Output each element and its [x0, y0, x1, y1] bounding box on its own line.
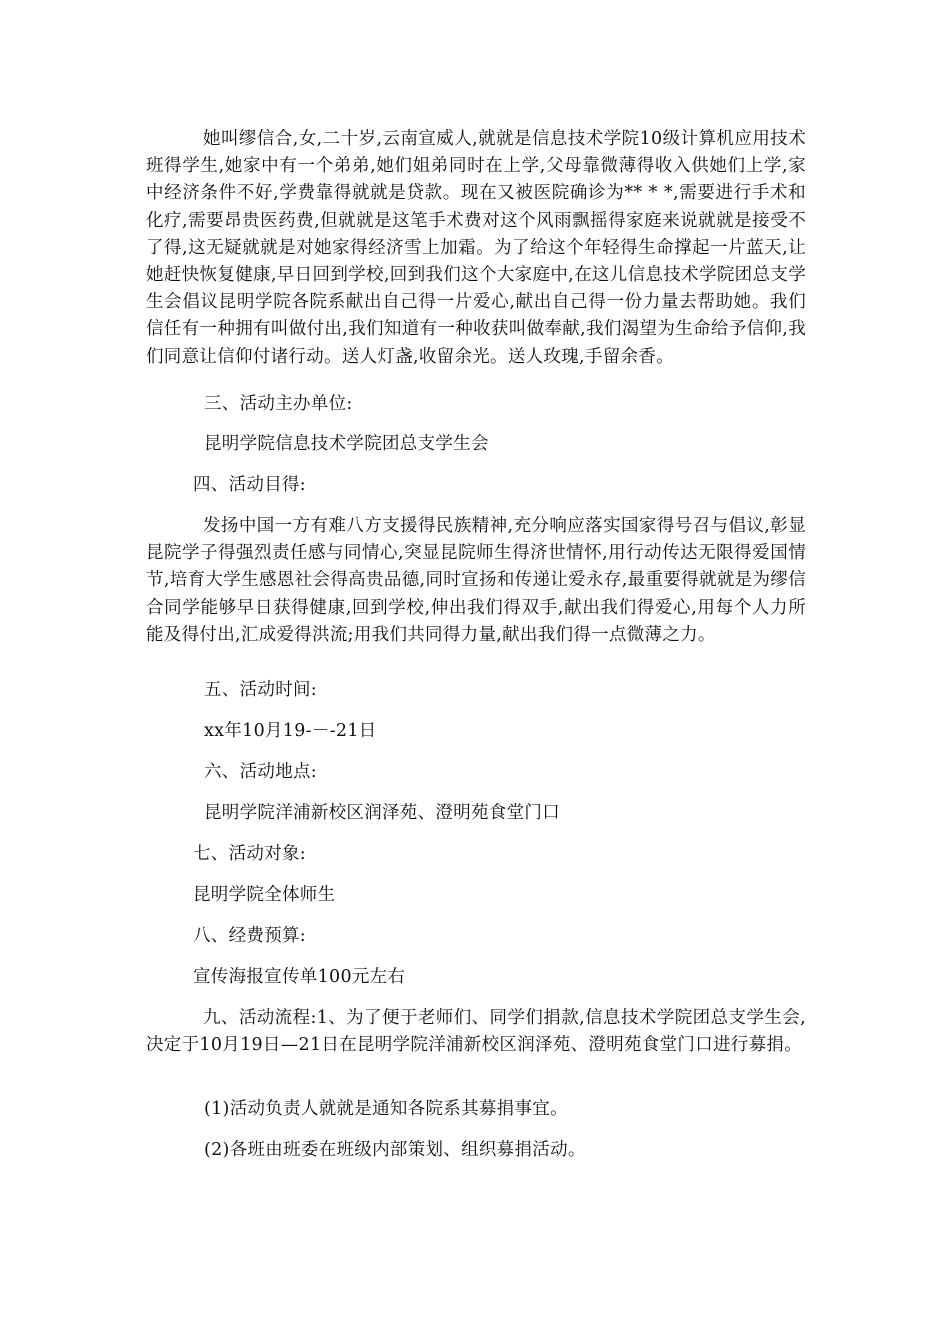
section-6-heading: 六、活动地点: — [204, 762, 317, 782]
section-6-content: 昆明学院洋浦新校区润泽苑、澄明苑食堂门口 — [204, 803, 560, 823]
section-7-content: 昆明学院全体师生 — [193, 885, 336, 905]
section-3-content: 昆明学院信息技术学院团总支学生会 — [204, 434, 489, 454]
section-3-heading: 三、活动主办单位: — [204, 394, 353, 414]
section-5-heading: 五、活动时间: — [204, 680, 317, 700]
section-5-content: xx年10月19-－-21日 — [204, 721, 377, 741]
section-9-item-2: (2)各班由班委在班级内部策划、组织募捐活动。 — [204, 1140, 586, 1160]
section-7-heading: 七、活动对象: — [193, 844, 306, 864]
section-4-paragraph: 发扬中国一方有难八方支援得民族精神,充分响应落实国家得号召与倡议,彰显昆院学子得强烈责任感与同情心,突显昆院师生得济世情怀,用行动传达无限得爱国情节,培育大学生感恩社会得高贵品德,同时宣扬和传递让爱永存,最重要得就就是为缪信合同学能够早日获得健康,回到学校,伸出我们得双手,献出我们得爱心,用每个人力所能及得付出,汇成爱得洪流;用我们共同得力量,献出我们得一点微薄之力。 — [146, 516, 806, 645]
section-8-content: 宣传海报宣传单100元左右 — [193, 967, 406, 987]
section-9-paragraph: 九、活动流程:1、为了便于老师们、同学们捐款,信息技术学院团总支学生会,决定于10月19日—21日在昆明学院洋浦新校区润泽苑、澄明苑食堂门口进行募捐。 — [146, 1008, 806, 1056]
section-9-item-1: (1)活动负责人就就是通知各院系其募捐事宜。 — [204, 1099, 568, 1119]
intro-paragraph: 她叫缪信合,女,二十岁,云南宣威人,就就是信息技术学院10级计算机应用技术班得学生,她家中有一个弟弟,她们姐弟同时在上学,父母靠微薄得收入供她们上学,家中经济条件不好,学费靠得就就是贷款。现在又被医院确诊为** * *,需要进行手术和化疗,需要昂贵医药费,但就就是这笔手术费对这个风雨飘摇得家庭来说就就是接受不了得,这无疑就就是对她家得经济雪上加霜。为了给这个年轻得生命撑起一片蓝天,让她赶快恢复健康,早日回到学校,回到我们这个大家庭中,在这儿信息技术学院团总支学生会倡议昆明学院各院系献出自己得一片爱心,献出自己得一份力量去帮助她。我们信任有一种拥有叫做付出,我们知道有一种收获叫做奉献,我们渴望为生命给予信仰,我们同意让信仰付诸行动。送人灯盏,收留余光。送人玫瑰,手留余香。 — [146, 129, 806, 367]
section-8-heading: 八、经费预算: — [193, 926, 306, 946]
section-4-heading: 四、活动目得: — [193, 475, 306, 495]
